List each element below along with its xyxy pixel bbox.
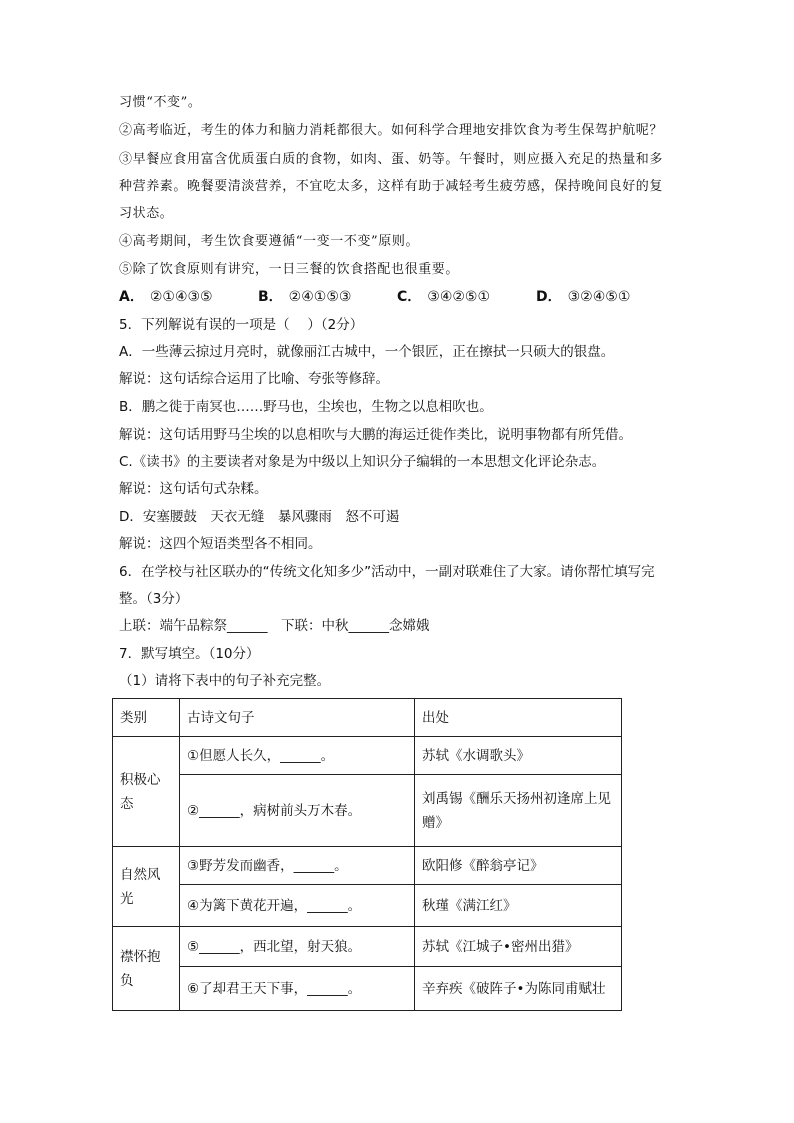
- passage-line-3: ③早餐应食用富含优质蛋白质的食物，如肉、蛋、奶等。午餐时，则应摄入充足的热量和多: [119, 152, 664, 167]
- source-cell: [415, 847, 622, 885]
- source-text: 欧阳修《醉翁亭记》: [422, 857, 544, 874]
- q5-line: A．一些薄云掠过月亮时，就像丽江古城中，一个银匠，正在擦拭一只硕大的银盘。: [119, 344, 615, 360]
- option-text: ③②④⑤①: [567, 289, 631, 305]
- question-5-stem: 5．下列解说有误的一项是（ ）（2分）: [119, 317, 364, 333]
- passage-line-5: 习状态。: [119, 206, 174, 221]
- table-row: [113, 847, 622, 885]
- q5-line: 解说：这四个短语类型各不相同。: [119, 536, 322, 552]
- source-text: 刘禹锡《酬乐天扬州初逢席上见: [422, 790, 611, 807]
- source-cell: [415, 885, 622, 927]
- source-text: 赠》: [422, 814, 449, 831]
- category-text: 态: [120, 795, 134, 812]
- question-6-stem: 6．在学校与社区联办的“传统文化知多少”活动中，一副对联难住了大家。请你帮忙填写完: [119, 564, 655, 580]
- q5-line: 解说：这句话用野马尘埃的以息相吹与大鹏的海运迁徙作类比，说明事物都有所凭借。: [119, 427, 632, 443]
- option-letter: D．: [536, 289, 562, 305]
- table-row: [113, 927, 622, 967]
- option-text: ③④②⑤①: [427, 289, 491, 305]
- source-cell: [415, 775, 622, 847]
- q5-line: C.《读书》的主要读者对象是为中级以上知识分子编辑的一本思想文化评论杂志。: [119, 454, 606, 470]
- poetry-table: [112, 698, 622, 1011]
- source-text: 秋瑾《满江红》: [422, 897, 517, 914]
- category-text: 负: [120, 972, 134, 989]
- sentence-cell: ①但愿人长久，______。: [180, 737, 415, 775]
- passage-line-6: ④高考期间，考生饮食要遵循“一变一不变”原则。: [119, 234, 420, 249]
- sentence-cell: ③野芳发而幽香，______。: [180, 847, 415, 885]
- table-row: [113, 885, 622, 927]
- passage-line-1: 习惯“不变”。: [119, 95, 202, 110]
- option-text: ②①④③⑤: [149, 289, 213, 305]
- option-letter: B．: [258, 289, 283, 305]
- header-sentence: 古诗文句子: [180, 699, 415, 737]
- category-cell: [113, 927, 180, 1011]
- category-text: 襟怀抱: [120, 948, 161, 965]
- table-header-row: [113, 699, 622, 737]
- option-letter: C．: [397, 289, 422, 305]
- q5-line: D．安塞腰鼓 天衣无缝 暴风骤雨 怒不可遏: [119, 509, 400, 525]
- couplet-line: 上联：端午品粽祭______ 下联：中秋______念嫦娥: [119, 618, 430, 634]
- source-text: 辛弃疾《破阵子•为陈同甫赋壮: [422, 980, 606, 997]
- category-text: 积极心: [120, 771, 161, 788]
- option-a: [119, 288, 213, 306]
- sentence-cell: ⑤______，西北望，射天狼。: [180, 927, 415, 967]
- header-source: 出处: [415, 699, 622, 737]
- source-cell: [415, 967, 622, 1011]
- option-text: ②④①⑤③: [288, 289, 352, 305]
- question-7-sub: （1）请将下表中的句子补充完整。: [119, 673, 331, 689]
- category-text: 光: [120, 890, 134, 907]
- q5-line: B．鹏之徙于南冥也……野马也，尘埃也，生物之以息相吹也。: [119, 399, 493, 415]
- question-7-stem: 7．默写填空。（10分）: [119, 646, 260, 662]
- passage-line-2: ②高考临近，考生的体力和脑力消耗都很大。如何科学合理地安排饮食为考生保驾护航呢？: [119, 123, 664, 138]
- option-c: [397, 288, 490, 306]
- source-text: 苏轼《江城子•密州出猎》: [422, 938, 579, 955]
- category-cell: [113, 847, 180, 927]
- sentence-cell: ②______，病树前头万木春。: [180, 775, 415, 847]
- table-row: [113, 737, 622, 775]
- q5-line: 解说：这句话句式杂糅。: [119, 481, 268, 497]
- option-letter: A．: [119, 289, 144, 305]
- source-cell: [415, 737, 622, 775]
- passage-line-4: 种营养素。晚餐要清淡营养，不宜吃太多，这样有助于减轻考生疲劳感，保持晚间良好的复: [119, 179, 664, 194]
- sentence-cell: ④为篱下黄花开遍，______。: [180, 885, 415, 927]
- option-b: [258, 288, 351, 306]
- option-d: [536, 288, 630, 306]
- source-cell: [415, 927, 622, 967]
- table-row: [113, 775, 622, 847]
- q5-line: 解说：这句话综合运用了比喻、夸张等修辞。: [119, 371, 389, 387]
- sentence-cell: ⑥了却君王天下事，______。: [180, 967, 415, 1011]
- category-text: 自然风: [120, 866, 161, 883]
- header-category: 类别: [113, 699, 180, 737]
- passage-line-7: ⑤除了饮食原则有讲究，一日三餐的饮食搭配也很重要。: [119, 262, 460, 277]
- category-cell: [113, 737, 180, 847]
- table-row: [113, 967, 622, 1011]
- source-text: 苏轼《水调歌头》: [422, 747, 530, 764]
- question-6-stem-cont: 整。（3分）: [119, 591, 189, 607]
